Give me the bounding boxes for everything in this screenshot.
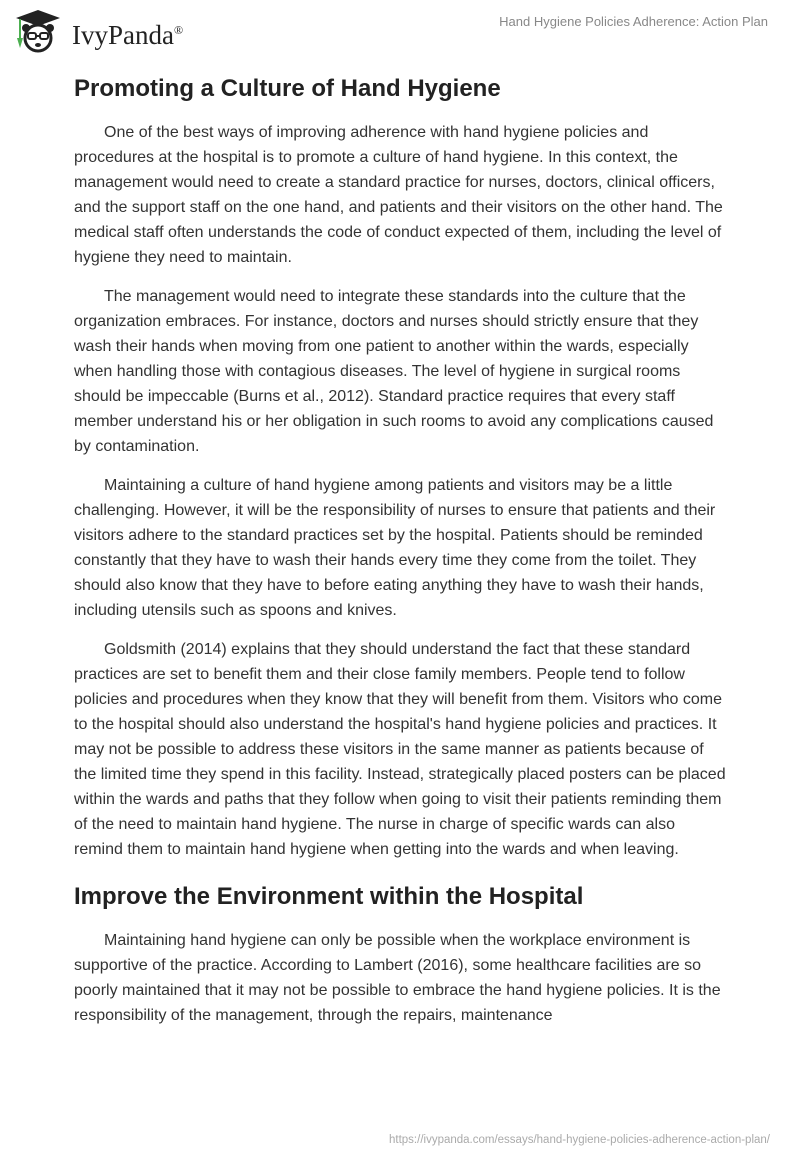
- page-header: [0, 0, 800, 60]
- document-title: Hand Hygiene Policies Adherence: Action Plan: [499, 14, 768, 29]
- panda-graduate-icon: [12, 8, 66, 54]
- section-heading: Improve the Environment within the Hospital: [74, 883, 584, 910]
- paragraph: The management would need to integrate these standards into the culture that the organization embraces. For instance, doctors and nurses should strictly ensure that they wash their hands when moving from one patient to another within the wards, especially when handling those with contagious diseases. The level of hygiene in surgical rooms should be impeccable (Burns et al., 2012). Standard practice requires that every staff member understand his or her obligation in such rooms to avoid any complications caused by contamination.: [74, 288, 714, 455]
- ivypanda-logo[interactable]: [12, 8, 183, 54]
- paragraph: One of the best ways of improving adherence with hand hygiene policies and procedures at the hospital is to promote a culture of hand hygiene. In this context, the management would need to create a standard practice for nurses, doctors, clinical officers, and the support staff on the one hand, and patients and their visitors on the other hand. The medical staff often understands the code of conduct expected of them, including the level of hygiene they need to maintain.: [74, 124, 723, 266]
- section-heading: Promoting a Culture of Hand Hygiene: [74, 75, 501, 102]
- paragraph: Goldsmith (2014) explains that they should understand the fact that these standard practices are set to benefit them and their close family members. People tend to follow policies and procedures when they know that they will benefit from them. Visitors who come to the hospital should also understand the hospital's hand hygiene policies and practices. It may not be possible to address these visitors in the same manner as patients because of the limited time they spend in this facility. Instead, strategically placed posters can be placed within the wards and paths that they follow when going to visit their patients reminding them of the need to maintain hand hygiene. The nurse in charge of specific wards can also remind them to maintain hand hygiene when getting into the wards and when leaving.: [74, 641, 726, 858]
- source-url[interactable]: https://ivypanda.com/essays/hand-hygiene-policies-adherence-action-plan/: [389, 1134, 770, 1146]
- paragraph: Maintaining a culture of hand hygiene among patients and visitors may be a little challenging. However, it will be the responsibility of nurses to ensure that patients and their visitors adhere to the standard practices set by the hospital. Patients should be reminded constantly that they have to wash their hands every time they come from the toilet. They should also know that they have to before eating anything they have to wash their hands, including utensils such as spoons and knives.: [74, 477, 716, 619]
- article-body: [74, 72, 728, 1042]
- logo-text: IvyPanda®: [72, 19, 184, 50]
- paragraph: Maintaining hand hygiene can only be possible when the workplace environment is supportive of the practice. According to Lambert (2016), some healthcare facilities are so poorly maintained that it may not be possible to embrace the hand hygiene policies. It is the responsibility of the management, through the repairs, maintenance: [74, 932, 721, 1024]
